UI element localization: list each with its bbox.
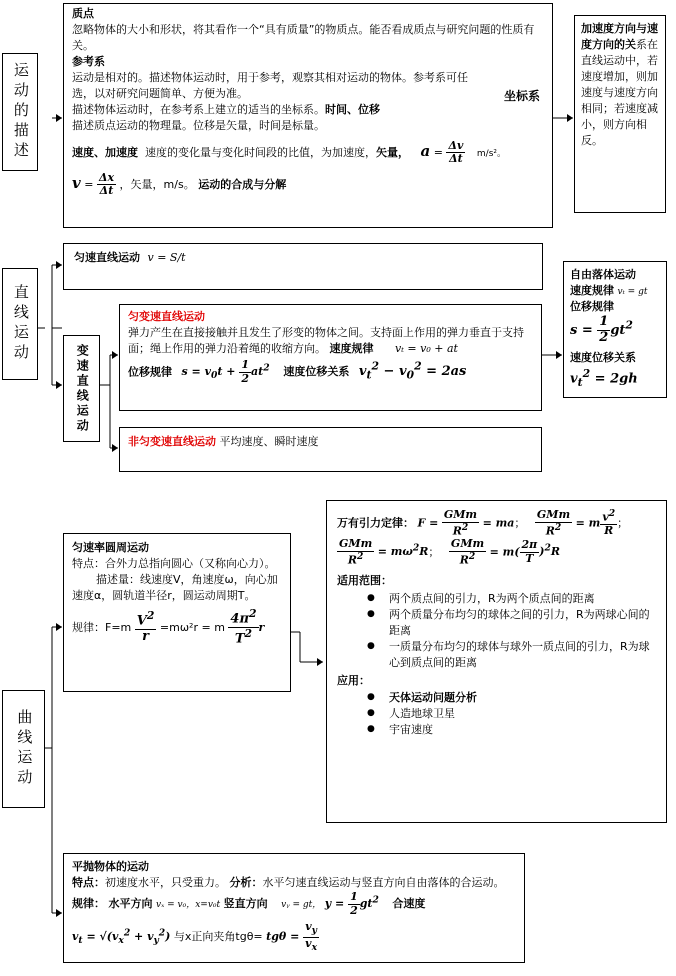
uniform-linear-formula: v = S/t (147, 251, 186, 264)
acceleration-formula: a = $\frac{\Delta v}{\Delta t}$ (420, 138, 464, 166)
gravitation-title: 万有引力定律： (337, 516, 414, 530)
free-fall-box (563, 261, 667, 398)
combined-velocity-label: 合速度 (392, 897, 426, 911)
uniform-acc-title: 匀变速直线运动 (128, 310, 205, 323)
angle-text: 与x正向夹角tgθ= (173, 930, 263, 944)
circular-feature: 特点：合外力总指向圆心（又称向心力）。 (72, 556, 276, 570)
vertical-formula: vᵧ = gt， (281, 900, 322, 911)
elastic-force-text: 弹力产生在直接接触并且发生了形变的物体之间。支持面上作用的弹力垂直于支持面；绳上作用的弹力沿着绳的收缩方向。 (128, 325, 524, 355)
projectile-motion-box (63, 853, 525, 963)
acceleration-text: 速度的变化量与变化时间段的比值，为加速度， (145, 145, 376, 159)
ff-velocity-formula: vₜ = gt (617, 286, 648, 297)
vector-label: 矢量， (376, 145, 409, 159)
free-fall-title: 自由落体运动 (570, 268, 636, 281)
circular-rule-label: 规律：F=m (72, 620, 132, 634)
kinematics-concepts-box (63, 3, 553, 228)
velocity-unit: ，矢量，m/s。 (119, 177, 195, 191)
heading-coordinate-system: 坐标系 (503, 89, 540, 103)
scope-item: ● 两个质点间的引力，R为两个质点间的距离 (337, 591, 656, 607)
circular-rule: 规律：F=m $\frac{V^2}{r}$ =mω²r = m $\frac{4\pi^2}{T^2}$ r (72, 606, 265, 647)
variable-speed-label: 变速直线运动 (63, 335, 100, 442)
heading-particle: 质点 (72, 7, 94, 20)
heading-motion-composition: 运动的合成与分解 (198, 177, 287, 191)
vertical-label: 竖直方向 (223, 897, 268, 911)
vertical-displacement-formula: y = $\frac{1}{2}$ $gt^2$ (324, 889, 379, 917)
ff-velocity-law-label: 速度规律 (570, 283, 614, 297)
acceleration-unit: m/s²。 (476, 148, 507, 159)
projectile-feature-label: 特点： (72, 875, 105, 889)
particle-text: 忽略物体的大小和形状，将其看作一个“具有质量”的物质点。能否看成质点与研究问题的性质有关。 (72, 22, 535, 52)
angle-formula: tgθ = $\frac{v_y}{v_x}$ (266, 920, 318, 954)
application-item: ● 宇宙速度 (337, 722, 656, 738)
horizontal-formula: vₓ = v₀，x=v₀t (156, 900, 221, 911)
application-title: 应用： (337, 673, 370, 687)
reference-frame-text: 运动是相对的。描述物体运动时，用于参考，观察其相对运动的物体。参考系可任选，以对研究问题简单、方便为准。 (72, 70, 468, 100)
acc-direction-text: 系在直线运动中，若速度增加，则加速度与速度方向相同；若速度减小，则方向相反。 (581, 37, 658, 147)
ff-vel-disp-formula: $v_t^2 = 2gh$ (570, 366, 638, 389)
uniform-linear-motion-box (63, 243, 543, 290)
uniform-acceleration-box (119, 304, 542, 411)
scope-list (337, 591, 656, 671)
projectile-rule-label: 规律： (72, 897, 105, 911)
section-linear-motion: 直线运动 (2, 268, 38, 380)
ff-vel-disp-label: 速度位移关系 (570, 350, 636, 364)
projectile-analysis: 水平匀速直线运动与竖直方向自由落体的合运动。 (262, 875, 505, 889)
application-item: ● 人造地球卫星 (337, 706, 656, 722)
scope-item: ● 一质量分布均匀的球体与球外一质点间的引力，R为球心到质点间的距离 (337, 639, 656, 671)
vel-disp-relation-formula: $v_t^2 - v_0^2 = 2as$ (358, 359, 467, 382)
circular-rule-mid: =mω²r = m (159, 620, 225, 634)
velocity-law-label: 速度规律 (329, 341, 374, 355)
gravitation-formula-2: $\frac{\text{GMm}}{R^2}$ = $m\omega^2R$； $\frac{\text{GMm}}{R^2}$ = m( $\frac{2\pi}{T}$ )$^2$R (339, 536, 560, 567)
circular-description: 描述量：线速度V，角速度ω，向心加速度α，圆轨道半径r，圆运动周期T。 (72, 572, 278, 602)
nonuniform-title: 非匀变速直线运动 (128, 435, 216, 448)
displacement-text: 描述质点运动的物理量。位移是矢量，时间是标量。 (72, 118, 325, 132)
velocity-formula: v = $\frac{\Delta x}{\Delta t}$ (72, 170, 115, 198)
gravitation-formula-1: 万有引力定律： F = $\frac{\text{GMm}}{R^2}$ = ma； $\frac{\text{GMm}}{R^2}$ = m $\frac{v^2}{R}$ ； (337, 508, 629, 538)
circular-title: 匀速率圆周运动 (72, 541, 149, 554)
velocity-law-formula: vₜ = v₀ + at (395, 341, 458, 355)
ff-position-law-label: 位移规律 (570, 299, 614, 313)
application-list (337, 690, 656, 738)
scope-title: 适用范围： (337, 573, 392, 587)
heading-reference-frame: 参考系 (72, 54, 105, 68)
position-law-formula: $s = v_0t$ + $\frac{1}{2}$ $at^2$ (181, 358, 270, 385)
position-law-label: 位移规律 (128, 365, 172, 379)
nonuniform-motion-box (119, 427, 542, 472)
horizontal-label: 水平方向 (108, 897, 153, 911)
section-kinematics: 运动的描述 (2, 53, 38, 171)
projectile-title: 平抛物体的运动 (72, 860, 149, 873)
gravitation-box (326, 500, 667, 823)
application-item: ● 天体运动问题分析 (337, 690, 656, 706)
coordinate-text: 描述物体运动时，在参考系上建立的适当的坐标系。 (72, 102, 325, 116)
heading-velocity-acceleration: 速度、加速度 (72, 145, 138, 159)
projectile-analysis-label: 分析： (229, 875, 263, 889)
heading-time-displacement: 时间、位移 (325, 102, 380, 116)
uniform-linear-title: 匀速直线运动 (74, 251, 140, 264)
nonuniform-text: 平均速度、瞬时速度 (219, 435, 319, 448)
combined-velocity-formula: $v_t = √(v_x^2 + v_y^2)$ (72, 927, 171, 947)
acc-direction-title: 加速度方向与速度方向的关 (581, 22, 658, 51)
circular-motion-box (63, 533, 291, 692)
section-curvilinear-motion: 曲线运动 (2, 690, 45, 808)
scope-item: ● 两个质量分布均匀的球体之间的引力，R为两球心间的距离 (337, 607, 656, 639)
ff-position-formula: s = $\frac{1}{2}$ $gt^2$ (570, 313, 633, 345)
vel-disp-relation-label: 速度位移关系 (283, 365, 350, 379)
projectile-feature: 初速度水平，只受重力。 (105, 875, 226, 889)
acceleration-direction-box (574, 15, 666, 213)
